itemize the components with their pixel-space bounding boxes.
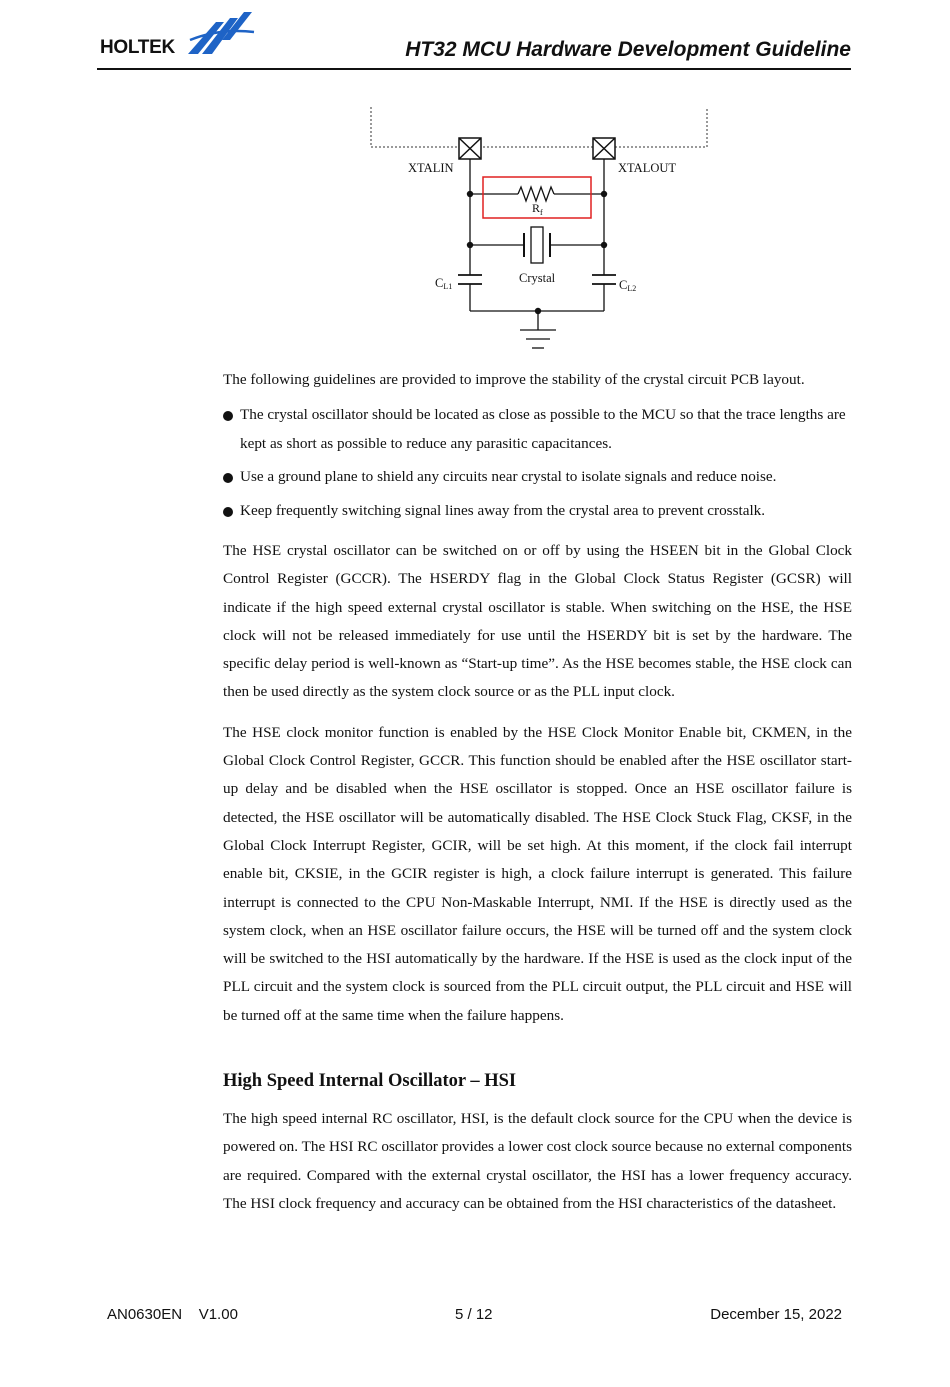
footer-date: December 15, 2022: [710, 1306, 842, 1323]
cl2-label: CL2: [619, 278, 637, 293]
guideline-list: [223, 401, 852, 525]
bullet-icon: [223, 507, 233, 517]
hsi-paragraph: The high speed internal RC oscillator, HSI, is the default clock source for the CPU when the device is powered on. The HSI RC oscillator provides a lower cost clock source because no external components are required. Compared with the external crystal oscillator, the HSI has a lower frequency accuracy. The HSI clock frequency and accuracy can be obtained from the HSI characteristics of the datasheet.: [223, 1110, 852, 1212]
section-heading: High Speed Internal Oscillator – HSI: [223, 1071, 517, 1092]
xtalout-pin-icon: [593, 138, 615, 159]
document-title: HT32 MCU Hardware Development Guideline: [405, 38, 851, 61]
intro-paragraph: The following guidelines are provided to improve the stability of the crystal circuit PCB layout.: [223, 371, 805, 388]
xtalin-pin-icon: [459, 138, 481, 159]
mcu-boundary: [371, 107, 707, 147]
crystal-circuit-diagram: [360, 103, 720, 353]
footer-page-number: 5 / 12: [455, 1306, 493, 1323]
crystal-icon: [470, 227, 604, 263]
logo-text: HOLTEK: [100, 37, 175, 58]
hse-paragraph: The HSE crystal oscillator can be switched on or off by using the HSEEN bit in the Global Clock Control Register (GCCR). The HSERDY flag in the Global Clock Status Register (GCSR) will indicate if the high speed external crystal oscillator is stable. When switching on the HSE, the HSE clock will not be released immediately for use until the HSERDY bit is set by the hardware. The specific delay period is well-known as “Start-up time”. As the HSE becomes stable, the HSE clock can then be used directly as the system clock source or as the PLL input clock.: [223, 542, 852, 701]
bullet-icon: [223, 411, 233, 421]
list-item: Use a ground plane to shield any circuits near crystal to isolate signals and reduce noise.: [223, 463, 852, 492]
holtek-wing-icon: [186, 10, 256, 60]
xtalin-label: XTALIN: [408, 161, 454, 175]
capacitor-cl1-icon: [458, 275, 482, 284]
header-divider: [97, 68, 851, 70]
list-item: The crystal oscillator should be located as close as possible to the MCU so that the trace lengths are kept as short as possible to reduce any parasitic capacitances.: [223, 401, 852, 458]
main-content: [223, 367, 852, 1218]
bullet-icon: [223, 473, 233, 483]
clock-monitor-paragraph: The HSE clock monitor function is enabled by the HSE Clock Monitor Enable bit, CKMEN, in the Global Clock Control Register, GCCR. This function should be enabled after the HSE oscillator start-up delay and be disabled when the HSE oscillator is stopped. Once an HSE oscillator failure is detected, the HSE oscillator will be automatically disabled. The HSE Clock Stuck Flag, CKSF, in the Global Clock Interrupt Register, GCIR, will be set high. At this moment, if the clock fail interrupt enable bit, CKSIE, in the GCIR register is high, a clock failure interrupt is generated. This failure interrupt is connected to the CPU Non-Maskable Interrupt, NMI. If the HSE is directly used as the system clock, when an HSE oscillator failure occurs, the HSE will be turned off and the system clock will be switched to the HSI automatically by the hardware. If the HSE is used as the clock input of the PLL circuit and the system clock is sourced from the PLL circuit output, the PLL circuit and HSE will be turned off at the same time when the failure happens.: [223, 723, 852, 1024]
xtalout-label: XTALOUT: [618, 161, 677, 175]
crystal-label: Crystal: [519, 271, 556, 285]
holtek-logo: [100, 10, 260, 62]
capacitor-cl2-icon: [592, 275, 616, 284]
ground-icon: [520, 311, 556, 348]
cl1-label: CL1: [435, 276, 453, 291]
footer-doc-id: AN0630EN V1.00: [107, 1306, 238, 1323]
list-item: Keep frequently switching signal lines away from the crystal area to prevent crosstalk.: [223, 497, 852, 526]
rf-label: $R_f$: [532, 201, 543, 217]
feedback-resistor-icon: [470, 187, 604, 201]
